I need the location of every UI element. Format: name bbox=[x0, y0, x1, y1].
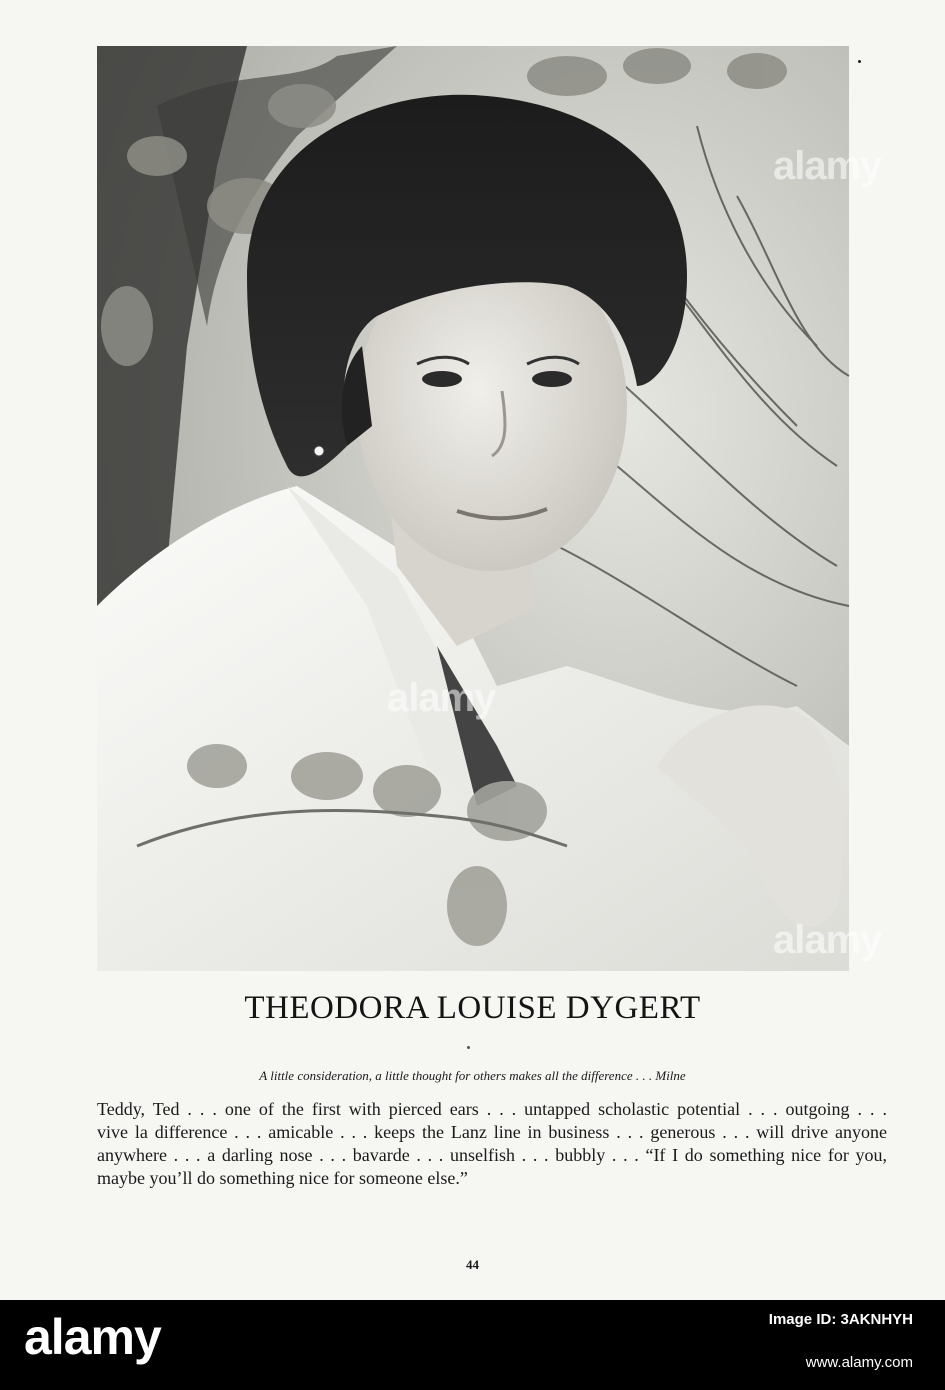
watermark: alamy bbox=[773, 144, 882, 188]
page-number: 44 bbox=[466, 1257, 479, 1272]
watermark: alamy bbox=[773, 918, 882, 962]
site-url: www.alamy.com bbox=[805, 1354, 913, 1371]
image-id: Image ID: 3AKNHYH bbox=[768, 1311, 913, 1328]
bio-paragraph bbox=[97, 1098, 887, 1190]
portrait-image bbox=[97, 46, 849, 971]
print-speck bbox=[467, 1046, 470, 1049]
print-speck bbox=[858, 60, 861, 63]
bio-line: vive la difference . . . amicable . . . keeps the Lanz line in business . . . generous . . . will drive anyone bbox=[97, 1122, 887, 1142]
epigraph: A little consideration, a little thought for others makes all the difference . . . Milne bbox=[259, 1068, 686, 1083]
bio-line: Teddy, Ted . . . one of the first with pierced ears . . . untapped scholastic potential . . . outgoing . . . bbox=[97, 1099, 887, 1119]
portrait-photo bbox=[97, 46, 882, 971]
watermark: alamy bbox=[387, 676, 496, 720]
alamy-logo: alamy bbox=[24, 1309, 161, 1365]
student-name: THEODORA LOUISE DYGERT bbox=[244, 990, 701, 1026]
bio-line: anywhere . . . a darling nose . . . bavarde . . . unselfish . . . bubbly . . . “If I do something nice for you, bbox=[97, 1145, 887, 1165]
bio-line: maybe you’ll do something nice for someone else.” bbox=[97, 1168, 468, 1188]
